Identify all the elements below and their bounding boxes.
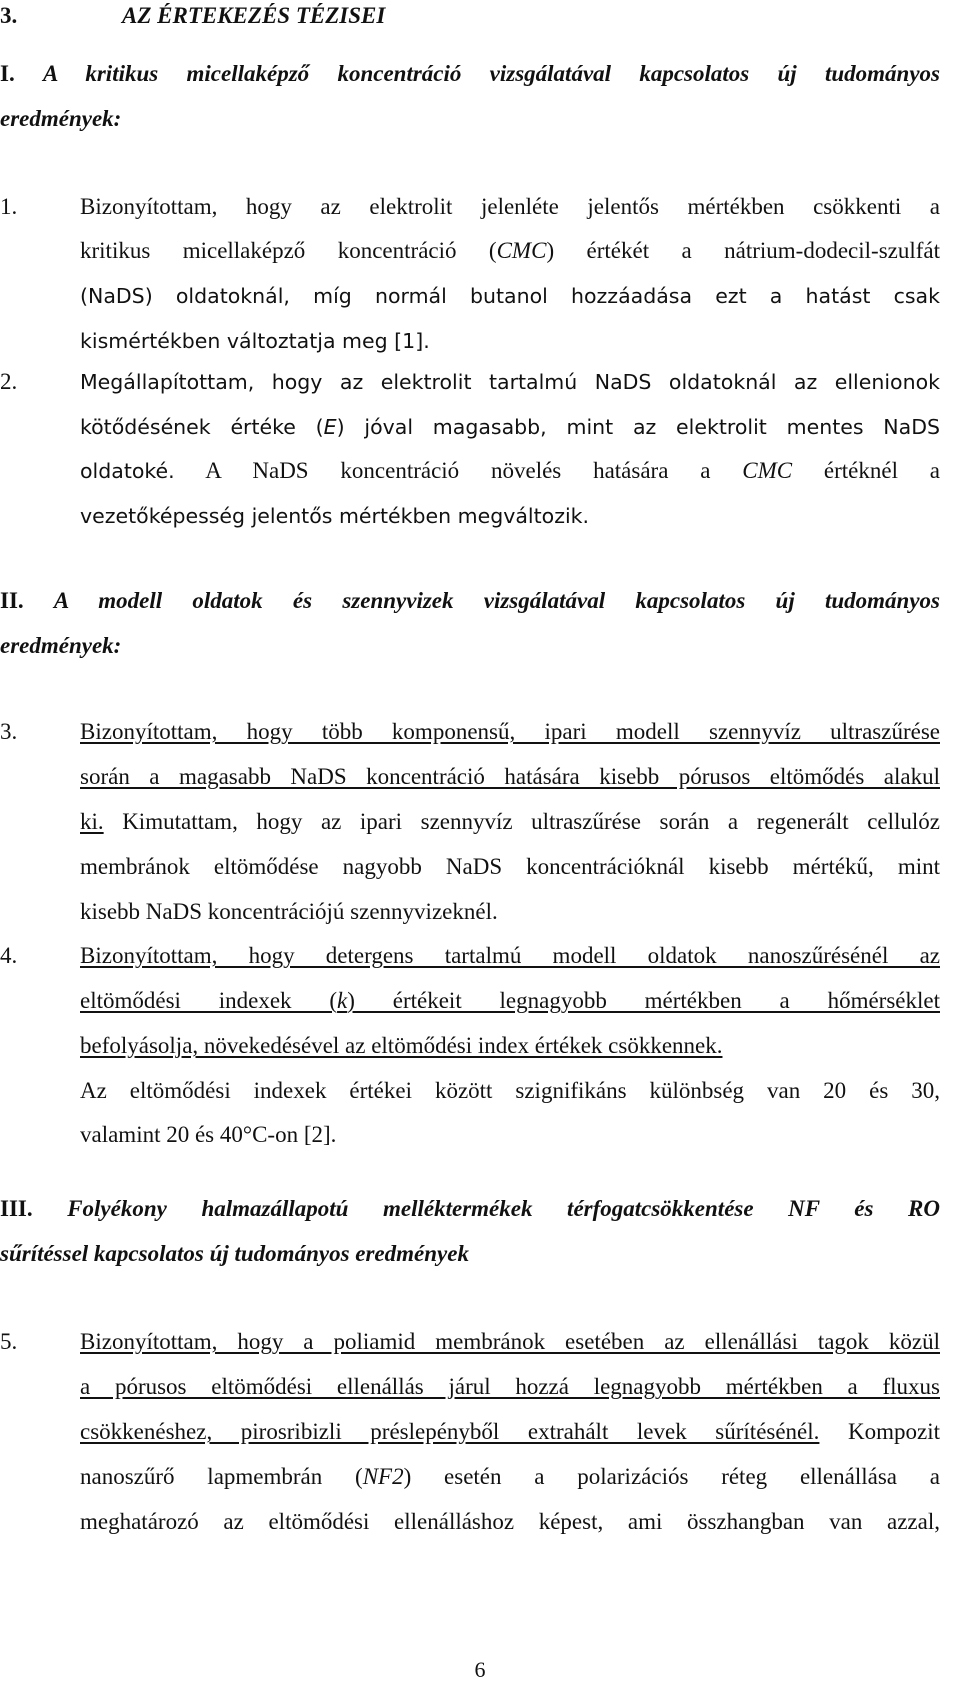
section-heading	[0, 587, 940, 615]
thesis-line	[80, 413, 940, 441]
thesis-line: a pórusos eltömődési ellenállás járul hozzá legnagyobb mértékben a fluxus	[80, 1374, 940, 1399]
section-title: A modell oldatok és szennyvizek vizsgálatával kapcsolatos új tudományos	[53, 588, 940, 613]
text-segment: k	[337, 988, 348, 1013]
text-segment: A NaDS koncentráció növelés hatására a	[174, 458, 743, 483]
thesis-line: Megállapítottam, hogy az elektrolit tartalmú NaDS oldatoknál az ellenionok	[80, 370, 940, 394]
section-numeral: III.	[0, 1196, 33, 1221]
section-heading	[0, 1195, 940, 1223]
thesis-line: Bizonyítottam, hogy a poliamid membránok esetében az ellenállási tagok közül	[80, 1329, 940, 1354]
thesis-line	[80, 1418, 940, 1446]
text-segment: ) értékét a nátrium-dodecil-szulfát	[546, 238, 940, 263]
thesis-line: valamint 20 és 40°C-on [2].	[80, 1122, 337, 1147]
thesis-number: 4.	[0, 943, 18, 968]
thesis-line	[80, 808, 940, 836]
section-numeral: I.	[0, 61, 15, 86]
text-segment: Kompozit	[819, 1419, 940, 1444]
text-segment: E	[323, 415, 337, 439]
thesis-number: 5.	[0, 1329, 18, 1354]
thesis-line: Bizonyítottam, hogy több komponensű, ipari modell szennyvíz ultraszűrése	[80, 719, 940, 744]
section-title: A kritikus micellaképző koncentráció vizsgálatával kapcsolatos új tudományos	[43, 61, 941, 86]
thesis-line	[80, 987, 940, 1015]
thesis-line: Bizonyítottam, hogy az elektrolit jelenléte jelentős mértékben csökkenti a	[80, 194, 940, 219]
thesis-line	[80, 457, 940, 485]
thesis-number: 3.	[0, 719, 18, 744]
text-segment: CMC	[496, 238, 547, 263]
text-segment: NF2	[362, 1464, 404, 1489]
section-numeral: II.	[0, 588, 24, 613]
thesis-line: (NaDS) oldatoknál, míg normál butanol hozzáadása ezt a hatást csak	[80, 284, 940, 308]
text-segment: eltömődési indexek (	[80, 988, 338, 1013]
thesis-line: kisebb NaDS koncentrációjú szennyvizeknél.	[80, 899, 498, 924]
text-segment: ) esetén a polarizációs réteg ellenállása a	[403, 1464, 940, 1489]
text-segment: Kimutattam, hogy az ipari szennyvíz ultraszűrése során a regenerált cellulóz	[103, 809, 940, 834]
chapter-title: AZ ÉRTEKEZÉS TÉZISEI	[122, 3, 386, 28]
thesis-number: 1.	[0, 194, 18, 219]
text-segment: csökkenéshez, pirosribizli préslepényből extrahált levek sűrítésénél.	[80, 1419, 820, 1444]
text-segment: ) értékeit legnagyobb mértékben a hőmérséklet	[347, 988, 940, 1013]
text-segment: nanoszűrő lapmembrán (	[80, 1464, 363, 1489]
thesis-line	[80, 237, 940, 265]
section-heading-cont: eredmények:	[0, 633, 122, 658]
thesis-line: Az eltömődési indexek értékei között szignifikáns különbség van 20 és 30,	[80, 1078, 940, 1103]
thesis-line	[80, 1463, 940, 1491]
text-segment: CMC	[742, 458, 793, 483]
section-title: Folyékony halmazállapotú melléktermékek térfogatcsökkentése NF és RO	[67, 1196, 940, 1221]
thesis-line: vezetőképesség jelentős mértékben megváltozik.	[80, 504, 590, 528]
thesis-line: kismértékben változtatja meg [1].	[80, 329, 430, 353]
text-segment: ki.	[80, 809, 104, 834]
section-heading-cont: eredmények:	[0, 106, 122, 131]
thesis-line: Bizonyítottam, hogy detergens tartalmú modell oldatok nanoszűrésénél az	[80, 943, 940, 968]
thesis-number: 2.	[0, 369, 18, 394]
text-segment: kritikus micellaképző koncentráció (	[80, 238, 497, 263]
text-segment: kötődésének értéke (	[80, 415, 324, 439]
text-segment: ) jóval magasabb, mint az elektrolit mentes NaDS	[336, 415, 941, 439]
text-segment: oldatoké.	[80, 459, 175, 483]
text-segment: értéknél a	[792, 458, 940, 483]
section-heading-cont: sűrítéssel kapcsolatos új tudományos eredmények	[0, 1241, 469, 1266]
thesis-line: során a magasabb NaDS koncentráció hatására kisebb pórusos eltömődés alakul	[80, 764, 940, 789]
thesis-line: befolyásolja, növekedésével az eltömődési index értékek csökkennek.	[80, 1033, 723, 1058]
chapter-heading	[0, 2, 386, 30]
chapter-number: 3.	[0, 3, 18, 28]
page-number: 6	[474, 1657, 486, 1682]
thesis-line: meghatározó az eltömődési ellenálláshoz képest, ami összhangban van azzal,	[80, 1509, 940, 1534]
thesis-line: membránok eltömődése nagyobb NaDS koncentrációknál kisebb mértékű, mint	[80, 854, 940, 879]
section-heading	[0, 60, 940, 88]
